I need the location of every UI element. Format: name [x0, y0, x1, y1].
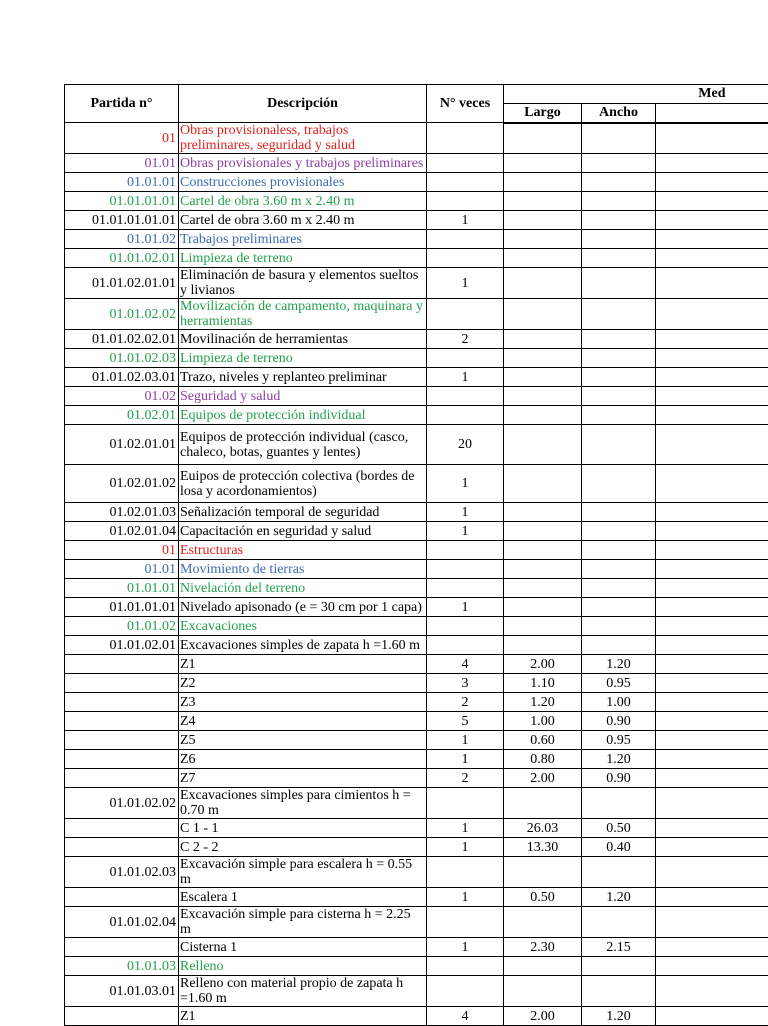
row-ancho	[582, 299, 656, 330]
row-code: 01.01.02.04	[65, 907, 179, 938]
row-description: Relleno	[179, 957, 427, 976]
row-description: Euipos de protección colectiva (bordes de losa y acordonamientos)	[179, 465, 427, 503]
row-ancho	[582, 560, 656, 579]
row-extra	[656, 750, 768, 769]
row-code	[65, 712, 179, 731]
metrado-table	[64, 84, 768, 1026]
row-description: Señalización temporal de seguridad	[179, 503, 427, 522]
row-code	[65, 655, 179, 674]
row-veces	[427, 857, 504, 888]
row-veces	[427, 406, 504, 425]
row-ancho: 2.15	[582, 938, 656, 957]
row-ancho	[582, 598, 656, 617]
row-code: 01.01.02.03	[65, 349, 179, 368]
row-ancho	[582, 349, 656, 368]
table-row	[65, 123, 768, 154]
table-row	[65, 712, 768, 731]
row-ancho: 1.20	[582, 888, 656, 907]
row-description: Construcciones provisionales	[179, 173, 427, 192]
table-row	[65, 299, 768, 330]
row-code: 01.01.02.01	[65, 636, 179, 655]
row-veces: 1	[427, 598, 504, 617]
row-veces: 1	[427, 503, 504, 522]
row-description: Excavaciones simples de zapata h =1.60 m	[179, 636, 427, 655]
row-ancho: 1.20	[582, 655, 656, 674]
row-veces	[427, 617, 504, 636]
row-largo	[504, 636, 582, 655]
table-row	[65, 819, 768, 838]
table-row	[65, 976, 768, 1007]
row-veces: 1	[427, 888, 504, 907]
row-description: Excavaciones	[179, 617, 427, 636]
row-extra	[656, 907, 768, 938]
table-row	[65, 674, 768, 693]
row-description: C 2 - 2	[179, 838, 427, 857]
row-description: Equipos de protección individual (casco, chaleco, botas, guantes y lentes)	[179, 425, 427, 465]
row-veces	[427, 788, 504, 819]
header-ancho: Ancho	[582, 104, 656, 123]
table-row	[65, 192, 768, 211]
row-ancho	[582, 957, 656, 976]
row-veces	[427, 123, 504, 154]
row-extra	[656, 349, 768, 368]
row-description: Excavación simple para escalera h = 0.55 m	[179, 857, 427, 888]
row-ancho	[582, 788, 656, 819]
row-largo: 2.00	[504, 1007, 582, 1026]
row-largo: 1.00	[504, 712, 582, 731]
row-ancho	[582, 636, 656, 655]
row-extra	[656, 957, 768, 976]
row-extra	[656, 1007, 768, 1026]
row-veces: 2	[427, 330, 504, 349]
row-code	[65, 938, 179, 957]
row-extra	[656, 368, 768, 387]
row-largo	[504, 268, 582, 299]
row-code: 01.01.02.02.01	[65, 330, 179, 349]
row-extra	[656, 712, 768, 731]
row-largo	[504, 330, 582, 349]
row-largo: 0.80	[504, 750, 582, 769]
row-code	[65, 888, 179, 907]
row-veces: 1	[427, 211, 504, 230]
row-ancho	[582, 907, 656, 938]
row-veces: 1	[427, 268, 504, 299]
row-description: Z4	[179, 712, 427, 731]
row-ancho	[582, 465, 656, 503]
row-extra	[656, 838, 768, 857]
spreadsheet	[64, 84, 768, 1026]
row-code: 01	[65, 123, 179, 154]
row-description: Excavaciones simples para cimientos h = 0.70 m	[179, 788, 427, 819]
table-row	[65, 750, 768, 769]
row-code: 01.01	[65, 560, 179, 579]
row-ancho	[582, 368, 656, 387]
row-largo	[504, 541, 582, 560]
row-description: Eliminación de basura y elementos sueltos y livianos	[179, 268, 427, 299]
table-row	[65, 173, 768, 192]
row-description: Obras provisionaless, trabajos preliminares, seguridad y salud	[179, 123, 427, 154]
row-largo: 26.03	[504, 819, 582, 838]
row-description: Seguridad y salud	[179, 387, 427, 406]
row-veces	[427, 541, 504, 560]
row-code: 01.01.01.01.01	[65, 211, 179, 230]
row-largo: 1.20	[504, 693, 582, 712]
row-veces	[427, 230, 504, 249]
row-code: 01.01.02.01	[65, 249, 179, 268]
table-row	[65, 387, 768, 406]
row-largo	[504, 579, 582, 598]
row-description: Cartel de obra 3.60 m x 2.40 m	[179, 192, 427, 211]
row-ancho: 0.50	[582, 819, 656, 838]
table-body	[65, 123, 768, 1026]
row-largo	[504, 907, 582, 938]
row-largo	[504, 368, 582, 387]
row-extra	[656, 465, 768, 503]
row-largo	[504, 154, 582, 173]
row-extra	[656, 579, 768, 598]
row-extra	[656, 541, 768, 560]
row-largo: 0.50	[504, 888, 582, 907]
row-largo	[504, 173, 582, 192]
row-description: Movilinación de herramientas	[179, 330, 427, 349]
row-largo	[504, 957, 582, 976]
table-row	[65, 957, 768, 976]
row-extra	[656, 560, 768, 579]
row-extra	[656, 522, 768, 541]
row-ancho: 0.95	[582, 674, 656, 693]
row-veces: 20	[427, 425, 504, 465]
row-code: 01.01.01	[65, 579, 179, 598]
row-largo: 0.60	[504, 731, 582, 750]
row-veces	[427, 976, 504, 1007]
header-veces: N° veces	[427, 85, 504, 123]
row-veces	[427, 192, 504, 211]
row-veces: 3	[427, 674, 504, 693]
row-description: Cisterna 1	[179, 938, 427, 957]
row-description: Estructuras	[179, 541, 427, 560]
table-row	[65, 349, 768, 368]
row-extra	[656, 857, 768, 888]
row-code: 01.01.02	[65, 230, 179, 249]
row-ancho: 0.90	[582, 712, 656, 731]
row-veces: 1	[427, 368, 504, 387]
table-row	[65, 503, 768, 522]
row-code: 01.02	[65, 387, 179, 406]
row-extra	[656, 249, 768, 268]
row-veces	[427, 154, 504, 173]
table-row	[65, 598, 768, 617]
row-veces: 1	[427, 819, 504, 838]
row-veces: 1	[427, 522, 504, 541]
row-ancho: 0.90	[582, 769, 656, 788]
row-largo	[504, 617, 582, 636]
row-veces: 1	[427, 731, 504, 750]
table-row	[65, 907, 768, 938]
row-description: Z1	[179, 1007, 427, 1026]
row-extra	[656, 299, 768, 330]
row-veces: 1	[427, 750, 504, 769]
row-extra	[656, 211, 768, 230]
row-description: Z6	[179, 750, 427, 769]
row-extra	[656, 330, 768, 349]
row-largo: 2.00	[504, 769, 582, 788]
row-description: Z2	[179, 674, 427, 693]
row-code: 01.01.02.01.01	[65, 268, 179, 299]
row-veces	[427, 579, 504, 598]
row-largo	[504, 465, 582, 503]
table-row	[65, 617, 768, 636]
row-code: 01.02.01.02	[65, 465, 179, 503]
row-extra	[656, 123, 768, 154]
row-veces: 4	[427, 655, 504, 674]
row-description: Nivelado apisonado (e = 30 cm por 1 capa)	[179, 598, 427, 617]
row-description: Z5	[179, 731, 427, 750]
row-ancho	[582, 541, 656, 560]
row-code: 01.01.01.01	[65, 192, 179, 211]
row-ancho	[582, 425, 656, 465]
row-code: 01	[65, 541, 179, 560]
row-code	[65, 1007, 179, 1026]
table-row	[65, 154, 768, 173]
row-code	[65, 838, 179, 857]
row-code: 01.01.02.02	[65, 299, 179, 330]
row-code: 01.01.02.02	[65, 788, 179, 819]
row-veces	[427, 349, 504, 368]
row-extra	[656, 693, 768, 712]
row-largo: 2.30	[504, 938, 582, 957]
row-code: 01.01.02.03.01	[65, 368, 179, 387]
header-partida: Partida n°	[65, 85, 179, 123]
row-code	[65, 731, 179, 750]
row-description: Trazo, niveles y replanteo preliminar	[179, 368, 427, 387]
row-description: Trabajos preliminares	[179, 230, 427, 249]
row-extra	[656, 938, 768, 957]
row-extra	[656, 976, 768, 1007]
row-description: Excavación simple para cisterna h = 2.25 m	[179, 907, 427, 938]
row-veces: 2	[427, 693, 504, 712]
row-largo	[504, 192, 582, 211]
row-largo	[504, 349, 582, 368]
row-veces	[427, 173, 504, 192]
row-ancho	[582, 249, 656, 268]
row-code: 01.01.02.03	[65, 857, 179, 888]
table-row	[65, 406, 768, 425]
row-extra	[656, 888, 768, 907]
row-extra	[656, 503, 768, 522]
row-largo: 13.30	[504, 838, 582, 857]
row-code: 01.02.01.03	[65, 503, 179, 522]
row-ancho	[582, 154, 656, 173]
table-row	[65, 465, 768, 503]
row-code: 01.02.01.01	[65, 425, 179, 465]
row-description: Movimiento de tierras	[179, 560, 427, 579]
row-veces	[427, 957, 504, 976]
table-row	[65, 731, 768, 750]
table-row	[65, 425, 768, 465]
header-extra	[656, 104, 768, 123]
row-description: Escalera 1	[179, 888, 427, 907]
row-largo	[504, 387, 582, 406]
row-largo	[504, 299, 582, 330]
row-ancho: 1.20	[582, 1007, 656, 1026]
row-veces: 1	[427, 465, 504, 503]
row-extra	[656, 731, 768, 750]
row-ancho	[582, 617, 656, 636]
row-largo	[504, 788, 582, 819]
row-largo	[504, 503, 582, 522]
row-extra	[656, 636, 768, 655]
table-row	[65, 857, 768, 888]
row-ancho: 0.40	[582, 838, 656, 857]
row-code: 01.01.03	[65, 957, 179, 976]
row-ancho: 0.95	[582, 731, 656, 750]
table-row	[65, 1007, 768, 1026]
row-ancho	[582, 406, 656, 425]
row-ancho	[582, 230, 656, 249]
row-extra	[656, 655, 768, 674]
row-description: Relleno con material propio de zapata h =1.60 m	[179, 976, 427, 1007]
row-veces	[427, 387, 504, 406]
row-veces: 4	[427, 1007, 504, 1026]
row-largo	[504, 560, 582, 579]
table-row	[65, 655, 768, 674]
row-extra	[656, 788, 768, 819]
row-largo	[504, 857, 582, 888]
row-largo	[504, 249, 582, 268]
row-extra	[656, 173, 768, 192]
row-veces: 1	[427, 938, 504, 957]
row-veces	[427, 299, 504, 330]
table-row	[65, 560, 768, 579]
row-largo	[504, 123, 582, 154]
row-ancho	[582, 330, 656, 349]
table-row	[65, 888, 768, 907]
table-row	[65, 541, 768, 560]
row-largo	[504, 598, 582, 617]
row-veces	[427, 636, 504, 655]
row-description: Obras provisionales y trabajos preliminares	[179, 154, 427, 173]
row-largo: 2.00	[504, 655, 582, 674]
row-extra	[656, 268, 768, 299]
row-largo	[504, 425, 582, 465]
row-veces	[427, 907, 504, 938]
row-extra	[656, 674, 768, 693]
row-largo: 1.10	[504, 674, 582, 693]
table-row	[65, 330, 768, 349]
row-ancho	[582, 123, 656, 154]
row-veces	[427, 249, 504, 268]
row-largo	[504, 976, 582, 1007]
row-extra	[656, 819, 768, 838]
row-ancho	[582, 976, 656, 1007]
row-extra	[656, 387, 768, 406]
table-row	[65, 636, 768, 655]
row-description: Cartel de obra 3.60 m x 2.40 m	[179, 211, 427, 230]
row-description: C 1 - 1	[179, 819, 427, 838]
row-largo	[504, 522, 582, 541]
row-ancho	[582, 387, 656, 406]
table-row	[65, 838, 768, 857]
row-extra	[656, 617, 768, 636]
row-description: Limpieza de terreno	[179, 249, 427, 268]
row-veces	[427, 560, 504, 579]
table-row	[65, 693, 768, 712]
row-description: Z1	[179, 655, 427, 674]
table-row	[65, 368, 768, 387]
row-code: 01.01	[65, 154, 179, 173]
table-row	[65, 769, 768, 788]
table-row	[65, 230, 768, 249]
row-code	[65, 769, 179, 788]
row-ancho	[582, 579, 656, 598]
row-extra	[656, 769, 768, 788]
row-code: 01.01.02	[65, 617, 179, 636]
header-descripcion: Descripción	[179, 85, 427, 123]
row-code	[65, 819, 179, 838]
row-code: 01.02.01.04	[65, 522, 179, 541]
row-description: Nivelación del terreno	[179, 579, 427, 598]
row-extra	[656, 425, 768, 465]
row-code	[65, 693, 179, 712]
row-extra	[656, 598, 768, 617]
header-largo: Largo	[504, 104, 582, 123]
row-code: 01.01.01	[65, 173, 179, 192]
row-ancho	[582, 522, 656, 541]
header-medidas	[504, 85, 768, 104]
row-code	[65, 750, 179, 769]
row-extra	[656, 192, 768, 211]
row-description: Z3	[179, 693, 427, 712]
row-description: Equipos de protección individual	[179, 406, 427, 425]
header-medidas-label: Med	[698, 86, 725, 101]
row-largo	[504, 211, 582, 230]
table-row	[65, 938, 768, 957]
row-description: Movilización de campamento, maquinara y herramientas	[179, 299, 427, 330]
row-extra	[656, 230, 768, 249]
table-row	[65, 522, 768, 541]
row-veces: 5	[427, 712, 504, 731]
row-code	[65, 674, 179, 693]
row-extra	[656, 406, 768, 425]
row-ancho	[582, 192, 656, 211]
row-code: 01.01.03.01	[65, 976, 179, 1007]
table-row	[65, 268, 768, 299]
table-row	[65, 211, 768, 230]
table-row	[65, 579, 768, 598]
row-ancho: 1.00	[582, 693, 656, 712]
row-code: 01.02.01	[65, 406, 179, 425]
table-row	[65, 249, 768, 268]
row-description: Limpieza de terreno	[179, 349, 427, 368]
row-largo	[504, 230, 582, 249]
row-veces: 2	[427, 769, 504, 788]
table-row	[65, 788, 768, 819]
row-description: Z7	[179, 769, 427, 788]
row-ancho: 1.20	[582, 750, 656, 769]
row-code: 01.01.01.01	[65, 598, 179, 617]
row-ancho	[582, 857, 656, 888]
row-extra	[656, 154, 768, 173]
row-ancho	[582, 268, 656, 299]
row-description: Capacitación en seguridad y salud	[179, 522, 427, 541]
row-ancho	[582, 211, 656, 230]
row-largo	[504, 406, 582, 425]
row-ancho	[582, 503, 656, 522]
row-veces: 1	[427, 838, 504, 857]
row-ancho	[582, 173, 656, 192]
